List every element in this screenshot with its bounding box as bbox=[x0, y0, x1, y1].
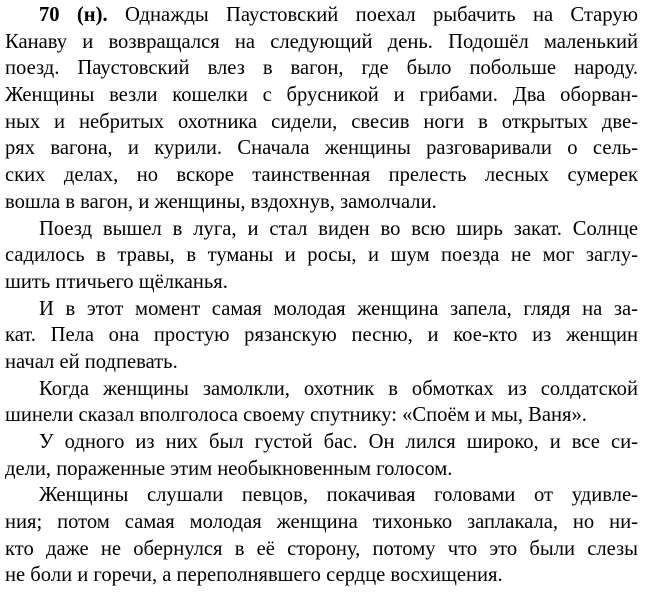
text-line: 70 (н). Однажды Паустовский поехал рыбачить на Старую bbox=[39, 4, 638, 26]
paragraph-4 bbox=[5, 376, 638, 429]
text-line: ния; потом самая молодая женщина тихонько заплакала, но ни- bbox=[5, 511, 638, 534]
text-line: дели, пораженные этим необыкновенным голосом. bbox=[5, 457, 453, 480]
text-line: поезд. Паустовский влез в вагон, где было побольше народу. bbox=[5, 57, 638, 80]
paragraph-3 bbox=[5, 296, 638, 376]
text-line: У одного из них был густой бас. Он лился широко, и все си- bbox=[39, 431, 638, 453]
text-line: садилось в травы, в туманы и росы, и шум поезда не мог заглу- bbox=[5, 244, 638, 267]
text-line: вошла в вагон, и женщины, вздохнув, замолчали. bbox=[5, 190, 437, 213]
paragraph-2 bbox=[5, 216, 638, 296]
text-line: Поезд вышел в луга, и стал виден во всю ширь закат. Солнце bbox=[39, 217, 638, 240]
text-line: рях вагона, и курили. Сначала женщины разговаривали о сель- bbox=[5, 137, 638, 160]
text-line: Женщины везли кошелки с брусникой и грибами. Два оборван- bbox=[5, 84, 638, 107]
text-line: ных и небритых охотника сидели, свесив ноги в открытых две- bbox=[5, 110, 638, 133]
text-line: кат. Пела она простую рязанскую песню, и кое-кто из женщин bbox=[5, 324, 638, 347]
text-line: И в этот момент самая молодая женщина запела, глядя на за- bbox=[39, 297, 638, 320]
text-line: кто даже не обернулся в её сторону, потому что это были слезы bbox=[5, 537, 638, 560]
paragraph-1 bbox=[5, 2, 638, 216]
paragraph-6 bbox=[5, 482, 638, 589]
text-line: Канаву и возвращался на следующий день. Подошёл маленький bbox=[5, 30, 638, 53]
exercise-number: 70 (н). bbox=[39, 4, 108, 26]
text-line: Когда женщины замолкли, охотник в обмотках из солдатской bbox=[39, 377, 638, 400]
exercise-text bbox=[5, 2, 638, 589]
text-line: Женщины слушали певцов, покачивая головами от удивле- bbox=[39, 484, 638, 507]
text-line: не боли и горечи, а переполнявшего сердце восхищения. bbox=[5, 564, 503, 587]
text-line: начал ей подпевать. bbox=[5, 350, 178, 373]
text-line: ских делах, но вскоре таинственная прелесть лесных сумерек bbox=[5, 164, 638, 187]
paragraph-5 bbox=[5, 429, 638, 482]
text-line: шинели сказал вполголоса своему спутнику: «Споём и мы, Ваня». bbox=[5, 404, 587, 427]
text-line: шить птичьего щёлканья. bbox=[5, 270, 228, 293]
